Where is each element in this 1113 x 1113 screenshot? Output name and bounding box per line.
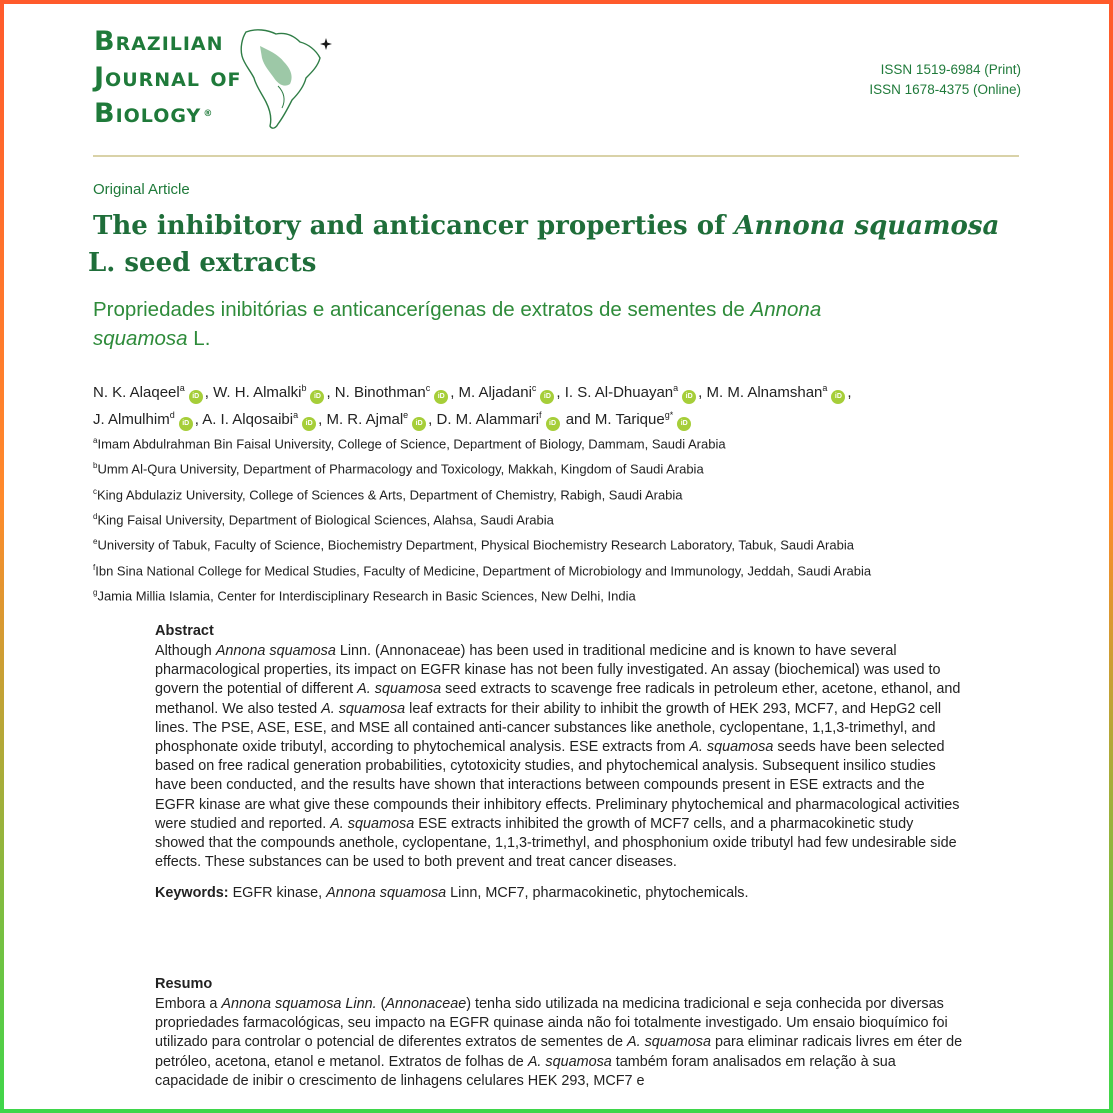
subtitle-species: squamosa	[93, 327, 188, 350]
author-name: A. I. Alqosaibi	[202, 411, 294, 428]
author-affiliation-mark: c	[425, 383, 431, 393]
keywords	[155, 884, 963, 903]
author-affiliation-mark: b	[301, 383, 307, 393]
author	[459, 384, 561, 401]
orcid-icon[interactable]: iD	[546, 417, 560, 431]
orcid-icon[interactable]: iD	[434, 390, 448, 404]
author-affiliation-mark: a	[822, 383, 828, 393]
affiliation-key: g	[93, 587, 98, 597]
author-affiliation-mark: e	[403, 410, 409, 420]
author-name: N. K. Alaqeel	[93, 384, 180, 401]
resumo-text: ) tenha sido utilizada na medicina tradicional e seja conhecida por diversas propriedades farmacológicas, seu impacto na EGFR quinase ainda não foi totalmente investigado. Um ensaio bioquímico foi utilizado para controlar o potencial de diferentes extratos de sementes de	[155, 996, 948, 1051]
author	[335, 384, 455, 401]
affiliation-text: Umm Al-Qura University, Department of Pharmacology and Toxicology, Makkah, Kingdom of Saudi Arabia	[97, 461, 704, 477]
abstract-text: seed extracts to scavenge free radicals in petroleum ether, acetone, ethanol, and methanol. We also tested	[155, 681, 961, 717]
affiliation-key: f	[93, 562, 96, 572]
journal-name	[94, 24, 242, 132]
abstract-italic: A. squamosa	[357, 681, 442, 698]
affiliation-text: King Abdulaziz University, College of Sciences & Arts, Department of Chemistry, Rabigh, Saudi Arabia	[97, 486, 683, 502]
orcid-icon[interactable]: iD	[310, 390, 324, 404]
journal-name-line: Brazilian	[94, 26, 224, 57]
abstract-italic: A. squamosa	[330, 815, 415, 832]
author-affiliation-mark: a	[293, 410, 299, 420]
author	[213, 384, 331, 401]
author-separator: ,	[556, 384, 561, 401]
subtitle-text-end: L.	[187, 327, 211, 350]
abstract-text: leaf extracts for their ability to inhibit the growth of HEK 293, MCF7, and HepG2 cell lines. The PSE, ASE, ESE, and MSE all contained anti-cancer substances like anethole, cyclopentane, 1,1,3-trimethyl, and phosphonate oxide tributyl, according to phytochemical analysis. ESE extracts from	[155, 700, 942, 756]
keyword-italic: Annona squamosa	[326, 885, 447, 902]
affiliation-text: Imam Abdulrahman Bin Faisal University, College of Science, Department of Biology, Dammam, Saudi Arabia	[97, 436, 726, 452]
abstract-italic: A. squamosa	[689, 739, 774, 756]
orcid-icon[interactable]: iD	[189, 390, 203, 404]
author-separator: ,	[326, 384, 331, 401]
affiliation-key: e	[93, 537, 98, 547]
article-subtitle	[93, 295, 993, 353]
keyword-text: EGFR kinase,	[228, 885, 327, 902]
author-affiliation-mark: f	[539, 410, 542, 420]
affiliation-list	[93, 430, 1023, 607]
abstract-italic: Annona squamosa	[215, 643, 336, 659]
keywords-label: Keywords:	[155, 885, 229, 902]
author-affiliation-mark: c	[531, 383, 537, 393]
keyword-text: Linn, MCF7, pharmacokinetic, phytochemicals.	[446, 885, 749, 902]
author-affiliation-mark: a	[179, 383, 185, 393]
resumo-text: para eliminar radicais livres em éter de petróleo, acetona, etanol e metanol. Extratos de folhas de	[155, 1034, 963, 1070]
author-name: W. H. Almalki	[213, 384, 302, 401]
abstract-section	[155, 623, 963, 904]
orcid-icon[interactable]: iD	[540, 390, 554, 404]
title-species: Annona squamosa	[734, 211, 1000, 241]
title-text: The inhibitory and anticancer properties of	[93, 211, 735, 241]
orcid-icon[interactable]: iD	[677, 417, 691, 431]
orcid-icon[interactable]: iD	[412, 417, 426, 431]
header-divider	[93, 155, 1019, 157]
affiliation-key: d	[93, 511, 98, 521]
author-name: M. Tarique	[594, 411, 665, 428]
affiliation	[93, 557, 1023, 582]
author-name: J. Almulhim	[93, 411, 170, 428]
orcid-icon[interactable]: iD	[831, 390, 845, 404]
article-title	[88, 208, 1013, 282]
subtitle-genus: Annona	[750, 298, 822, 321]
affiliation	[93, 582, 1023, 607]
author	[326, 411, 432, 428]
abstract-text	[155, 642, 963, 872]
author-separator: ,	[847, 384, 852, 401]
author	[437, 411, 591, 428]
author-separator: ,	[194, 411, 199, 428]
article-type: Original Article	[93, 181, 190, 198]
abstract-heading: Abstract	[155, 623, 214, 639]
author-name: D. M. Alammari	[436, 411, 540, 428]
author-name: M. M. Alnamshan	[706, 384, 823, 401]
author-name: N. Binothman	[334, 384, 426, 401]
affiliation-key: a	[93, 436, 98, 445]
author	[595, 411, 693, 428]
resumo-section	[155, 976, 963, 1091]
resumo-italic: A. squamosa	[626, 1034, 711, 1051]
author-separator: ,	[428, 411, 433, 428]
affiliation	[93, 531, 1023, 556]
issn-print: ISSN 1519-6984 (Print)	[880, 62, 1021, 77]
abstract-text: ESE extracts inhibited the growth of MCF7 cells, and a pharmacokinetic study showed that the compounds anethole, cyclopentane, 1,1,3-trimethyl, and phosphonium oxide tributyl had few undesirable side effects. These substances can be used to both prevent and treat cancer diseases.	[155, 815, 957, 871]
affiliation-key: b	[93, 461, 98, 471]
author-list	[93, 377, 1023, 431]
author	[93, 411, 199, 428]
author	[565, 384, 703, 401]
author-separator: and	[561, 411, 591, 428]
resumo-text: também foram analisados em relação à sua capacidade de inibir o crescimento de linhagens celulares HEK 293, MCF7 e	[155, 1053, 896, 1089]
abstract-text: Although	[155, 643, 216, 659]
issn-online: ISSN 1678-4375 (Online)	[869, 82, 1021, 97]
author-separator: ,	[450, 384, 455, 401]
resumo-text	[155, 995, 963, 1091]
abstract-italic: A. squamosa	[321, 700, 406, 717]
subtitle-text: Propriedades inibitórias e anticancerígenas de extratos de sementes de	[93, 298, 751, 321]
author	[93, 384, 209, 401]
journal-logo	[94, 24, 354, 134]
abstract-text: seeds have been selected based on free radical generation probabilities, cytotoxicity studies, and phytochemical analysis. Subsequent insilico studies have been conducted, and the results have shown that interactions between compounds present in ESE extracts and the EGFR kinase are what give these compounds their inhibitory effects. Preliminary phytochemical and pharmacological activities were studied and reported.	[155, 739, 960, 832]
author-separator: ,	[698, 384, 703, 401]
affiliation-text: King Faisal University, Department of Biological Sciences, Alahsa, Saudi Arabia	[97, 512, 554, 528]
resumo-italic: Annonaceae	[385, 996, 467, 1012]
resumo-text: (	[376, 996, 386, 1012]
affiliation	[93, 506, 1023, 531]
resumo-text: Embora a	[155, 996, 222, 1012]
affiliation-text: Ibn Sina National College for Medical Studies, Faculty of Medicine, Department of Microbiology and Immunology, Jeddah, Saudi Arabia	[95, 562, 872, 578]
orcid-icon[interactable]: iD	[302, 417, 316, 431]
author	[202, 411, 322, 428]
author-affiliation-mark: g*	[664, 410, 674, 420]
affiliation	[93, 430, 1023, 455]
affiliation	[93, 455, 1023, 480]
author-affiliation-mark: d	[169, 410, 175, 420]
author-name: I. S. Al-Dhuayan	[564, 384, 674, 401]
author-name: M. Aljadani	[458, 384, 532, 401]
journal-name-line: Journal of	[94, 62, 242, 93]
resumo-italic: Annona squamosa Linn.	[221, 996, 377, 1012]
issn-block	[869, 60, 1021, 100]
author	[707, 384, 852, 401]
title-text-end: L. seed extracts	[88, 248, 317, 278]
resumo-heading: Resumo	[155, 976, 213, 992]
author-separator: ,	[318, 411, 323, 428]
resumo-italic: A. squamosa	[527, 1053, 612, 1070]
journal-name-line: Biology	[94, 98, 202, 129]
author-name: M. R. Ajmal	[326, 411, 404, 428]
orcid-icon[interactable]: iD	[682, 390, 696, 404]
affiliation-text: Jamia Millia Islamia, Center for Interdisciplinary Research in Basic Sciences, New Delhi, India	[97, 588, 636, 604]
orcid-icon[interactable]: iD	[179, 417, 193, 431]
author-affiliation-mark: a	[673, 383, 679, 393]
affiliation	[93, 481, 1023, 506]
affiliation-text: University of Tabuk, Faculty of Science, Biochemistry Department, Physical Biochemistry Research Laboratory, Tabuk, Saudi Arabia	[97, 537, 854, 553]
abstract-text: Linn. (Annonaceae) has been used in traditional medicine and is known to have several pharmacological properties, its impact on EGFR kinase has not been fully investigated. An assay (biochemical) was used to govern the potential of different	[155, 643, 941, 698]
registered-mark: ®	[203, 109, 214, 119]
author-separator: ,	[204, 384, 209, 401]
south-america-map-icon	[234, 24, 344, 134]
affiliation-key: c	[93, 486, 97, 496]
